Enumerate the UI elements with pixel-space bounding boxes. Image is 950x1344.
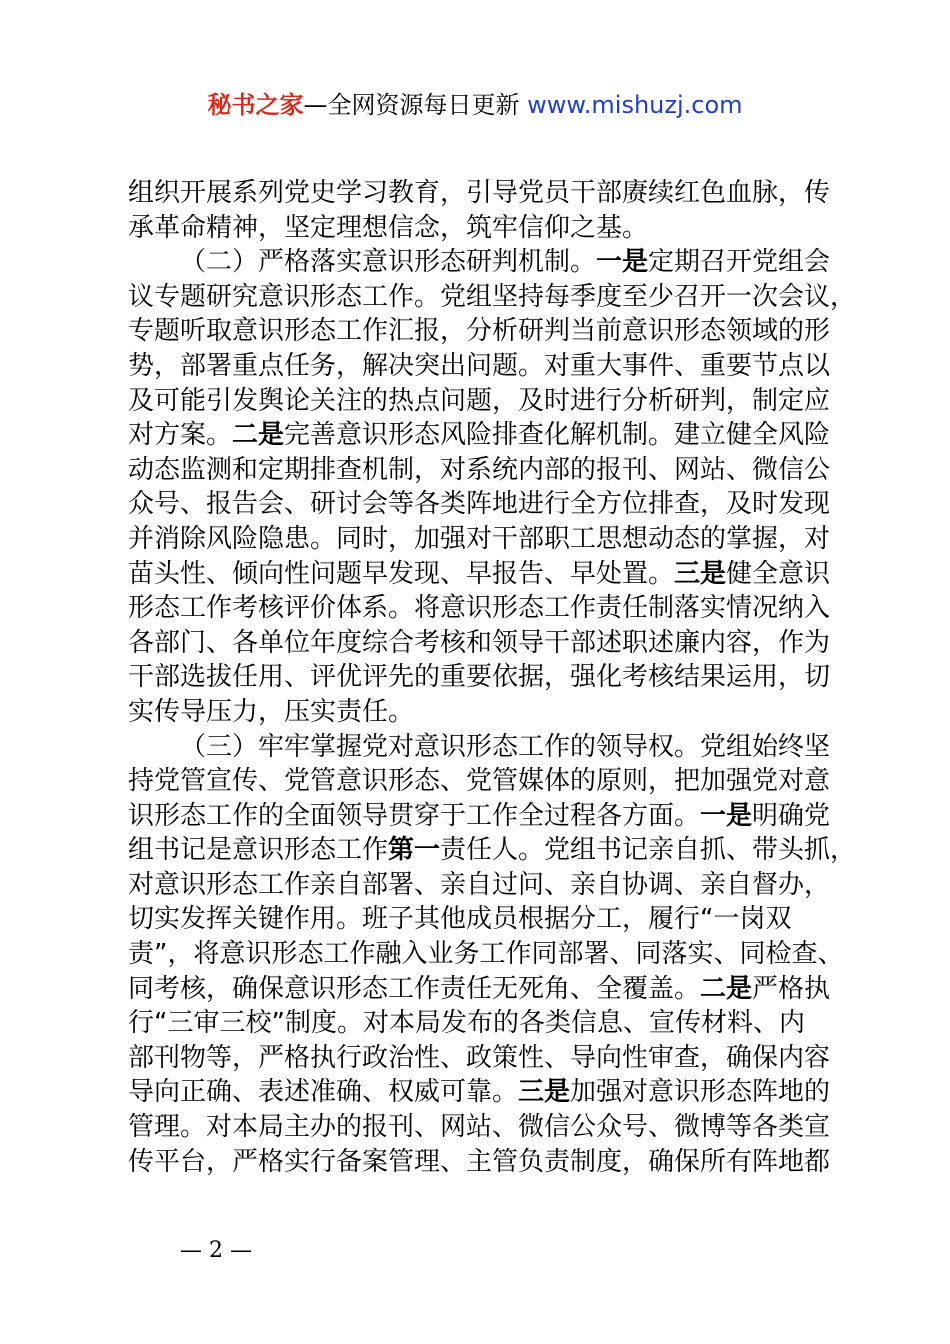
text-run: 动态监测和定期排查机制，对系统内部的报刊、网站、微信公 bbox=[128, 454, 831, 485]
text-run: 持党管宣传、党管意识形态、党管媒体的原则，把加强党对意 bbox=[128, 766, 831, 797]
text-line bbox=[128, 349, 838, 384]
text-line bbox=[128, 487, 838, 522]
text-line bbox=[128, 280, 857, 315]
text-run: 苗头性、倾向性问题早发现、早报告、早处置。 bbox=[128, 558, 675, 589]
text-run: 导向正确、表述准确、权威可靠。 bbox=[128, 1077, 519, 1108]
text-line bbox=[128, 626, 838, 661]
text-line bbox=[128, 1041, 838, 1076]
text-line bbox=[128, 176, 838, 211]
text-line bbox=[128, 1110, 838, 1145]
paragraph-2-start bbox=[128, 245, 838, 280]
bold-keyword: 一是 bbox=[596, 247, 649, 278]
text-run: 责”，将意识形态工作融入业务工作同部署、同落实、同检查、 bbox=[128, 939, 844, 970]
text-line bbox=[128, 557, 838, 592]
text-line bbox=[128, 799, 838, 834]
text-run: 势，部署重点任务，解决突出问题。对重大事件、重要节点以 bbox=[128, 350, 831, 381]
text-run: 严格执 bbox=[752, 973, 831, 1004]
site-tagline: —全网资源每日更新 bbox=[303, 91, 528, 119]
text-run: 责任人。党组书记亲自抓、带头抓， bbox=[440, 835, 857, 866]
text-run: 管理。对本局主办的报刊、网站、微信公众号、微博等各类宣 bbox=[128, 1112, 831, 1143]
text-line bbox=[128, 937, 844, 972]
text-run: 对方案。 bbox=[128, 420, 233, 451]
text-run: 众号、报告会、研讨会等各类阵地进行全方位排查，及时发现 bbox=[128, 489, 831, 520]
text-line bbox=[128, 902, 838, 937]
text-run: 明确党 bbox=[752, 800, 831, 831]
section-heading: （二）严格落实意识形态研判机制。 bbox=[180, 247, 597, 278]
text-line bbox=[128, 211, 838, 246]
text-run: 组书记是意识形态工作 bbox=[128, 835, 389, 866]
text-run: 定期召开党组会 bbox=[648, 247, 831, 278]
text-run: 行“三审三校”制度。对本局发布的各类信息、宣传材料、内 bbox=[128, 1008, 805, 1039]
page-number: — 2 — bbox=[180, 1238, 252, 1263]
bold-keyword: 三是 bbox=[518, 1077, 571, 1108]
text-line bbox=[128, 1006, 838, 1041]
text-line bbox=[128, 972, 838, 1007]
text-line bbox=[128, 418, 838, 453]
text-run: 传平台，严格实行备案管理、主管负责制度，确保所有阵地都 bbox=[128, 1146, 831, 1177]
text-run: 实传导压力，压实责任。 bbox=[128, 696, 415, 727]
text-line bbox=[128, 833, 857, 868]
text-line bbox=[128, 591, 838, 626]
bold-keyword: 三是 bbox=[674, 558, 727, 589]
text-run: 健全意识 bbox=[726, 558, 831, 589]
bold-keyword: 一是 bbox=[700, 800, 753, 831]
text-run: 对意识形态工作亲自部署、亲自过问、亲自协调、亲自督办， bbox=[128, 869, 831, 900]
text-line bbox=[128, 1075, 838, 1110]
text-line bbox=[128, 314, 838, 349]
text-line bbox=[128, 1145, 838, 1180]
text-run: 识形态工作的全面领导贯穿于工作全过程各方面。 bbox=[128, 800, 701, 831]
bold-keyword: 第一 bbox=[388, 835, 441, 866]
text-run: 议专题研究意识形态工作。党组坚持每季度至少召开一次会议， bbox=[128, 281, 857, 312]
text-run: 各部门、各单位年度综合考核和领导干部述职述廉内容，作为 bbox=[128, 627, 831, 658]
text-line bbox=[128, 695, 838, 730]
site-brand: 秘书之家 bbox=[207, 91, 304, 119]
bold-keyword: 二是 bbox=[700, 973, 753, 1004]
text-run: 专题听取意识形态工作汇报，分析研判当前意识形态领域的形 bbox=[128, 316, 831, 347]
text-run: 干部选拔任用、评优评先的重要依据，强化考核结果运用，切 bbox=[128, 662, 831, 693]
bold-keyword: 二是 bbox=[232, 420, 285, 451]
text-line bbox=[128, 660, 838, 695]
text-run: 切实发挥关键作用。班子其他成员根据分工，履行“一岗双 bbox=[128, 904, 792, 935]
text-line bbox=[128, 522, 838, 557]
text-run: 并消除风险隐患。同时，加强对干部职工思想动态的掌握，对 bbox=[128, 523, 831, 554]
site-url-link[interactable]: www.mishuzj.com bbox=[527, 91, 743, 119]
text-run: 同考核，确保意识形态工作责任无死角、全覆盖。 bbox=[128, 973, 701, 1004]
text-run: 部刊物等，严格执行政治性、政策性、导向性审查，确保内容 bbox=[128, 1042, 831, 1073]
text-line bbox=[128, 868, 838, 903]
section-heading: （三）牢牢掌握党对意识形态工作的领导权。党组始终坚 bbox=[180, 731, 831, 762]
text-run: 完善意识形态风险排查化解机制。建立健全风险 bbox=[284, 420, 831, 451]
text-line bbox=[128, 384, 838, 419]
text-line bbox=[128, 764, 838, 799]
text-run: 形态工作考核评价体系。将意识形态工作责任制落实情况纳入 bbox=[128, 593, 831, 624]
site-header bbox=[0, 88, 950, 122]
text-line bbox=[128, 453, 838, 488]
text-run: 加强对意识形态阵地的 bbox=[570, 1077, 831, 1108]
document-body bbox=[128, 176, 857, 1179]
text-run: 及可能引发舆论关注的热点问题，及时进行分析研判，制定应 bbox=[128, 385, 831, 416]
paragraph-3-start bbox=[128, 730, 838, 765]
text-run: 承革命精神，坚定理想信念，筑牢信仰之基。 bbox=[128, 212, 649, 243]
text-run: 组织开展系列党史学习教育，引导党员干部赓续红色血脉，传 bbox=[128, 178, 831, 208]
